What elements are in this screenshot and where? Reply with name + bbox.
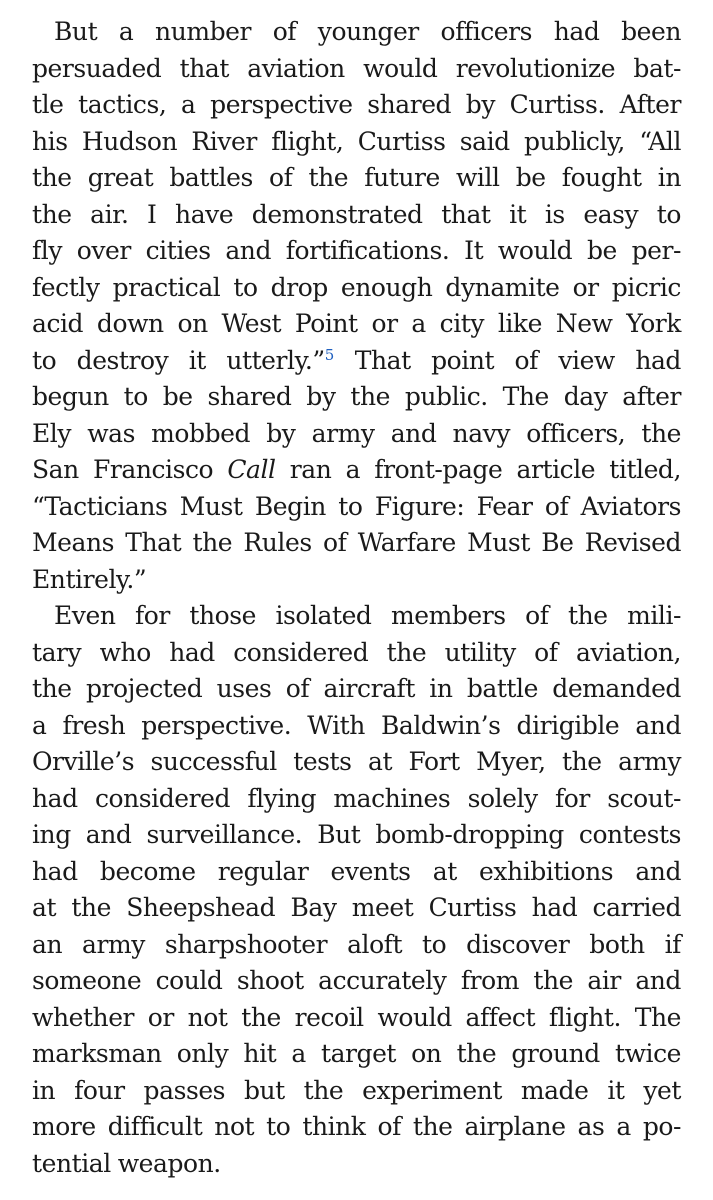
text-line: Ely was mobbed by army and navy officers, the: [32, 418, 681, 448]
text-line: more difficult not to think of the airplane as a po-: [32, 1112, 681, 1141]
text-line: someone could shoot accurately from the air and: [32, 966, 681, 995]
text-segment: to destroy it utterly.”: [32, 345, 325, 375]
text-line: tary who had considered the utility of aviation,: [32, 637, 681, 667]
text-line: the great battles of the future will be fought in: [32, 163, 681, 192]
text-line: had become regular events at exhibitions and: [32, 856, 681, 886]
text-line: marksman only hit a target on the ground twice: [32, 1039, 681, 1068]
text-line: begun to be shared by the public. The day after: [32, 382, 681, 411]
text-line: tle tactics, a perspective shared by Curtiss. After: [32, 90, 681, 119]
text-line-with-italic: [32, 452, 681, 489]
text-segment: ran a front-page article titled,: [275, 455, 681, 484]
text-line: at the Sheepshead Bay meet Curtiss had carried: [32, 893, 681, 922]
text-line: tential weapon.: [32, 1148, 221, 1178]
footnote-5-link[interactable]: 5: [324, 345, 335, 364]
text-line: acid down on West Point or a city like New York: [32, 309, 681, 338]
text-line: Entirely.”: [32, 564, 147, 594]
text-line: fly over cities and fortifications. It would be per-: [32, 236, 681, 265]
text-segment: San Francisco: [32, 455, 228, 484]
text-line: Means That the Rules of Warfare Must Be Revised: [32, 528, 681, 557]
paragraph-1: [32, 14, 681, 598]
text-line: fectly practical to drop enough dynamite or picric: [32, 272, 681, 302]
text-line: “Tacticians Must Begin to Figure: Fear of Aviators: [32, 491, 681, 521]
text-line: persuaded that aviation would revolutionize bat-: [32, 53, 681, 83]
text-line: Even for those isolated members of the mili-: [54, 601, 681, 630]
text-line: the projected uses of aircraft in battle demanded: [32, 674, 681, 703]
text-line: had considered flying machines solely for scout-: [32, 783, 681, 813]
text-line: in four passes but the experiment made it yet: [32, 1075, 681, 1105]
text-line: Orville’s successful tests at Fort Myer, the army: [32, 747, 681, 776]
text-line-with-footnote: [32, 343, 681, 380]
text-line: ing and surveillance. But bomb-dropping contests: [32, 820, 681, 849]
text-line: the air. I have demonstrated that it is easy to: [32, 199, 681, 229]
paragraph-2: [32, 598, 681, 1182]
text-segment: That point of view had: [334, 345, 681, 375]
text-line: his Hudson River flight, Curtiss said publicly, “All: [32, 126, 681, 156]
text-line: a fresh perspective. With Baldwin’s dirigible and: [32, 710, 681, 740]
text-line: But a number of younger officers had been: [54, 17, 681, 46]
text-line: whether or not the recoil would affect flight. The: [32, 1002, 681, 1032]
text-line: an army sharpshooter aloft to discover both if: [32, 929, 681, 959]
newspaper-title-italic: Call: [227, 455, 276, 484]
